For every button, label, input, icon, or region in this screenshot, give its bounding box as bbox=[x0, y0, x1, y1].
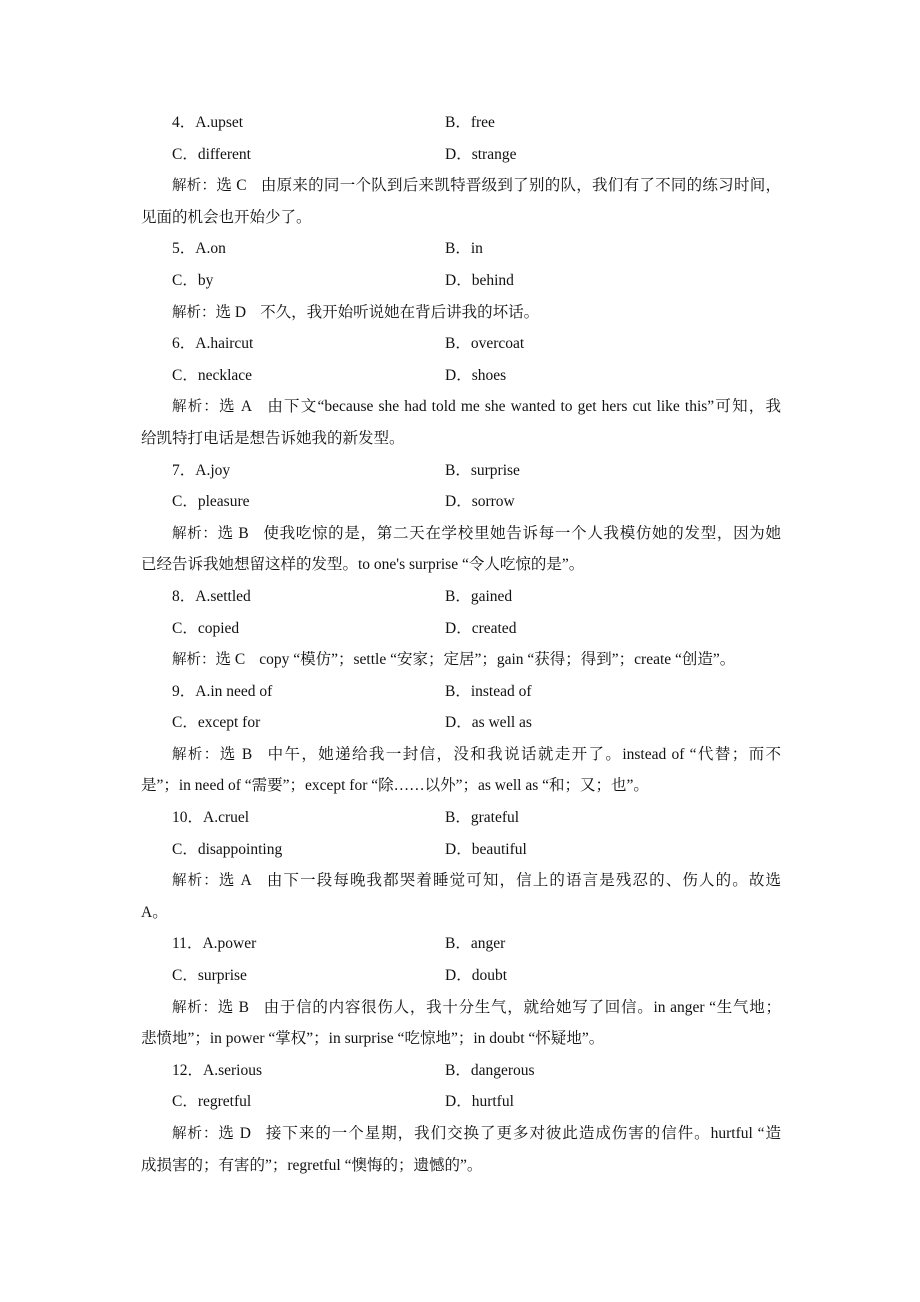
option-c-text: regretful bbox=[197, 1093, 252, 1111]
analysis-text: 不久，我开始听说她在背后讲我的坏话。 bbox=[260, 303, 540, 321]
option-c-text: pleasure bbox=[197, 493, 250, 511]
analysis-line bbox=[141, 170, 781, 202]
analysis-line bbox=[141, 770, 781, 802]
question-number: 7 bbox=[172, 461, 180, 479]
option-c bbox=[172, 486, 249, 518]
option-c-text: copied bbox=[197, 619, 240, 637]
question-6-options-ab bbox=[141, 328, 781, 360]
question-8-options-ab bbox=[141, 581, 781, 613]
analysis-text: 见面的机会也开始少了。 bbox=[141, 208, 312, 226]
option-d bbox=[445, 834, 527, 866]
question-number: 4 bbox=[172, 114, 180, 131]
analysis-label: 解析： bbox=[172, 746, 220, 763]
option-b bbox=[445, 581, 512, 613]
question-11-options-cd bbox=[141, 960, 781, 992]
answer-choice: 选 D bbox=[215, 303, 247, 321]
option-a-prefix: ．A. bbox=[179, 335, 211, 353]
analysis-text: 接下来的一个星期，我们交换了更多对彼此造成伤害的信件。hurtful “造 bbox=[264, 1125, 781, 1142]
option-a bbox=[172, 1055, 262, 1087]
option-c-text: disappointing bbox=[197, 840, 283, 858]
analysis-line bbox=[141, 1150, 781, 1182]
answer-choice: 选 A bbox=[219, 398, 253, 416]
analysis-label: 解析： bbox=[172, 652, 216, 669]
option-c bbox=[172, 1086, 251, 1118]
option-d-prefix: D． bbox=[445, 366, 472, 384]
option-b-text: overcoat bbox=[470, 335, 525, 353]
analysis-text: 悲愤地”；in power “掌权”；in surprise “吃惊地”；in doubt “怀疑地”。 bbox=[141, 1030, 605, 1048]
option-a-prefix: ．A. bbox=[187, 809, 219, 827]
option-a bbox=[172, 928, 256, 960]
question-6-options-cd bbox=[141, 360, 781, 392]
option-b-prefix: B． bbox=[445, 809, 471, 827]
option-d-prefix: D． bbox=[445, 619, 472, 637]
option-a bbox=[172, 233, 226, 265]
question-11-options-ab bbox=[141, 928, 781, 960]
question-number: 12 bbox=[172, 1061, 188, 1079]
option-d-prefix: D． bbox=[445, 1093, 472, 1111]
question-5-options-ab bbox=[141, 233, 781, 265]
option-d-prefix: D． bbox=[445, 967, 472, 985]
analysis-label: 解析： bbox=[172, 1126, 219, 1142]
option-d-prefix: D． bbox=[445, 271, 472, 289]
option-c bbox=[172, 707, 260, 739]
analysis-line bbox=[141, 1023, 781, 1055]
analysis-text: 由下文“because she had told me she wanted to get hers cut like this”可知，我 bbox=[266, 398, 781, 416]
option-c-prefix: C． bbox=[172, 840, 198, 858]
option-a bbox=[172, 676, 272, 708]
option-c bbox=[172, 139, 251, 171]
analysis-line bbox=[141, 897, 781, 929]
analysis-label: 解析： bbox=[172, 178, 217, 195]
option-a bbox=[172, 107, 243, 139]
question-number: 11 bbox=[172, 935, 187, 953]
option-d-text: hurtful bbox=[471, 1093, 514, 1111]
question-number: 6 bbox=[172, 335, 180, 353]
question-10-options-cd bbox=[141, 834, 781, 866]
option-b-prefix: B． bbox=[445, 240, 471, 258]
analysis-label: 解析： bbox=[172, 873, 219, 890]
option-b-prefix: B． bbox=[445, 1061, 471, 1079]
option-c-prefix: C． bbox=[172, 619, 198, 637]
option-c-prefix: C． bbox=[172, 271, 198, 289]
analysis-text: 使我吃惊的是，第二天在学校里她告诉每一个人我模仿她的发型，因为她 bbox=[262, 524, 781, 542]
option-a-prefix: ．A. bbox=[186, 935, 218, 953]
option-b-prefix: B． bbox=[445, 682, 471, 700]
question-5-options-cd bbox=[141, 265, 781, 297]
option-c-text: surprise bbox=[197, 967, 247, 985]
option-a-prefix: ．A. bbox=[179, 461, 211, 479]
analysis-line bbox=[141, 865, 781, 897]
analysis-text: 由于信的内容很伤人，我十分生气，就给她写了回信。in anger “生气地； bbox=[262, 998, 782, 1016]
option-a-text: on bbox=[210, 240, 226, 258]
option-d bbox=[445, 486, 515, 518]
option-a bbox=[172, 328, 253, 360]
question-number: 10 bbox=[172, 809, 188, 827]
analysis-line bbox=[141, 391, 781, 423]
answer-choice: 选 B bbox=[217, 524, 249, 542]
option-b bbox=[445, 233, 483, 265]
option-c bbox=[172, 834, 282, 866]
option-d-text: doubt bbox=[471, 967, 508, 985]
option-a-prefix: ．A. bbox=[179, 587, 211, 605]
analysis-line bbox=[141, 1118, 781, 1150]
option-c-text: except for bbox=[197, 714, 261, 732]
option-d-text: strange bbox=[471, 145, 517, 163]
option-d bbox=[445, 139, 516, 171]
question-12-options-cd bbox=[141, 1086, 781, 1118]
option-b-text: anger bbox=[470, 935, 506, 953]
option-a bbox=[172, 802, 249, 834]
option-d bbox=[445, 360, 506, 392]
option-b bbox=[445, 676, 532, 708]
option-d-prefix: D． bbox=[445, 840, 472, 858]
analysis-text: A。 bbox=[141, 903, 168, 921]
analysis-text: 已经告诉我她想留这样的发型。to one's surprise “令人吃惊的是”。 bbox=[141, 556, 585, 574]
analysis-line bbox=[141, 297, 781, 329]
option-c-prefix: C． bbox=[172, 145, 198, 163]
option-c-text: by bbox=[197, 271, 214, 289]
option-b-prefix: B． bbox=[445, 461, 471, 479]
option-a-text: haircut bbox=[210, 335, 254, 353]
analysis-line bbox=[141, 549, 781, 581]
analysis-text: 是”；in need of “需要”；except for “除……以外”；as well as “和；又；也”。 bbox=[141, 777, 649, 795]
analysis-text: 成损害的；有害的”；regretful “懊悔的；遗憾的”。 bbox=[141, 1156, 483, 1174]
option-d-text: as well as bbox=[471, 714, 532, 732]
option-b-text: free bbox=[470, 114, 495, 131]
analysis-label: 解析： bbox=[172, 525, 218, 542]
analysis-text: 由下一段每晚我都哭着睡觉可知，信上的语言是残忍的、伤人的。故选 bbox=[265, 872, 781, 890]
question-12-options-ab bbox=[141, 1055, 781, 1087]
question-number: 9 bbox=[172, 682, 180, 700]
analysis-text: copy “模仿”；settle “安家；定居”；gain “获得；得到”；create “创造”。 bbox=[259, 651, 736, 669]
option-d-text: behind bbox=[471, 271, 514, 289]
option-b-prefix: B． bbox=[445, 935, 471, 953]
analysis-line bbox=[141, 423, 781, 455]
answer-choice: 选 C bbox=[216, 177, 247, 195]
answer-choice: 选 B bbox=[219, 745, 253, 763]
question-8-options-cd bbox=[141, 613, 781, 645]
option-a-text: joy bbox=[210, 461, 231, 479]
option-a-text: cruel bbox=[218, 809, 250, 827]
option-b bbox=[445, 928, 505, 960]
analysis-line bbox=[141, 739, 781, 771]
option-d bbox=[445, 960, 507, 992]
option-d-text: sorrow bbox=[471, 493, 515, 511]
answer-choice: 选 C bbox=[215, 651, 246, 669]
option-b-text: dangerous bbox=[470, 1061, 535, 1079]
answer-choice: 选 B bbox=[217, 998, 249, 1016]
analysis-text: 给凯特打电话是想告诉她我的新发型。 bbox=[141, 429, 405, 447]
option-a bbox=[172, 581, 251, 613]
analysis-label: 解析： bbox=[172, 304, 216, 321]
analysis-label: 解析： bbox=[172, 999, 218, 1016]
option-b-prefix: B． bbox=[445, 335, 471, 353]
option-a-text: settled bbox=[210, 587, 251, 605]
option-b-text: in bbox=[470, 240, 483, 258]
option-c bbox=[172, 360, 252, 392]
option-c-prefix: C． bbox=[172, 493, 198, 511]
analysis-text: 中午，她递给我一封信，没和我说话就走开了。instead of “代替；而不 bbox=[266, 745, 782, 763]
option-a-text: power bbox=[217, 935, 257, 953]
option-d-prefix: D． bbox=[445, 714, 472, 732]
option-a-prefix: ．A. bbox=[187, 1061, 219, 1079]
option-d bbox=[445, 1086, 514, 1118]
question-4-options-cd bbox=[141, 139, 781, 171]
option-b bbox=[445, 1055, 535, 1087]
question-10-options-ab bbox=[141, 802, 781, 834]
option-a-text: in need of bbox=[210, 682, 273, 700]
analysis-line bbox=[141, 202, 781, 234]
option-b bbox=[445, 107, 495, 139]
option-c-prefix: C． bbox=[172, 714, 198, 732]
option-b-text: grateful bbox=[470, 809, 520, 827]
option-c-text: different bbox=[197, 145, 251, 163]
question-4-options-ab bbox=[141, 107, 781, 139]
option-c bbox=[172, 265, 213, 297]
option-a-prefix: ．A. bbox=[179, 682, 211, 700]
option-d-text: beautiful bbox=[471, 840, 527, 858]
option-b bbox=[445, 328, 524, 360]
option-d bbox=[445, 265, 514, 297]
option-b bbox=[445, 455, 520, 487]
option-d-prefix: D． bbox=[445, 145, 472, 163]
option-b bbox=[445, 802, 519, 834]
analysis-line bbox=[141, 992, 781, 1024]
option-a-text: serious bbox=[218, 1061, 262, 1079]
analysis-label: 解析： bbox=[172, 399, 220, 416]
option-a-text: upset bbox=[210, 114, 244, 131]
question-9-options-cd bbox=[141, 707, 781, 739]
question-number: 5 bbox=[172, 240, 180, 258]
option-c-prefix: C． bbox=[172, 366, 198, 384]
option-a bbox=[172, 455, 230, 487]
option-b-prefix: B． bbox=[445, 114, 471, 131]
option-d-text: shoes bbox=[471, 366, 507, 384]
option-d-prefix: D． bbox=[445, 493, 472, 511]
option-d bbox=[445, 613, 516, 645]
option-c-prefix: C． bbox=[172, 1093, 198, 1111]
option-b-prefix: B． bbox=[445, 587, 471, 605]
analysis-text: 由原来的同一个队到后来凯特晋级到了别的队，我们有了不同的练习时间， bbox=[260, 177, 781, 195]
analysis-line bbox=[141, 644, 781, 676]
option-c-text: necklace bbox=[197, 366, 253, 384]
option-a-prefix: ．A. bbox=[179, 114, 211, 131]
option-c bbox=[172, 613, 239, 645]
question-7-options-cd bbox=[141, 486, 781, 518]
question-9-options-ab bbox=[141, 676, 781, 708]
analysis-line bbox=[141, 518, 781, 550]
option-b-text: surprise bbox=[470, 461, 520, 479]
question-7-options-ab bbox=[141, 455, 781, 487]
option-d-text: created bbox=[471, 619, 517, 637]
question-number: 8 bbox=[172, 587, 180, 605]
option-c-prefix: C． bbox=[172, 967, 198, 985]
option-d bbox=[445, 707, 532, 739]
answer-choice: 选 D bbox=[218, 1125, 251, 1142]
answer-choice: 选 A bbox=[218, 872, 252, 890]
option-c bbox=[172, 960, 247, 992]
option-a-prefix: ．A. bbox=[179, 240, 211, 258]
option-b-text: instead of bbox=[470, 682, 532, 700]
document-body bbox=[141, 107, 781, 1181]
option-b-text: gained bbox=[470, 587, 513, 605]
